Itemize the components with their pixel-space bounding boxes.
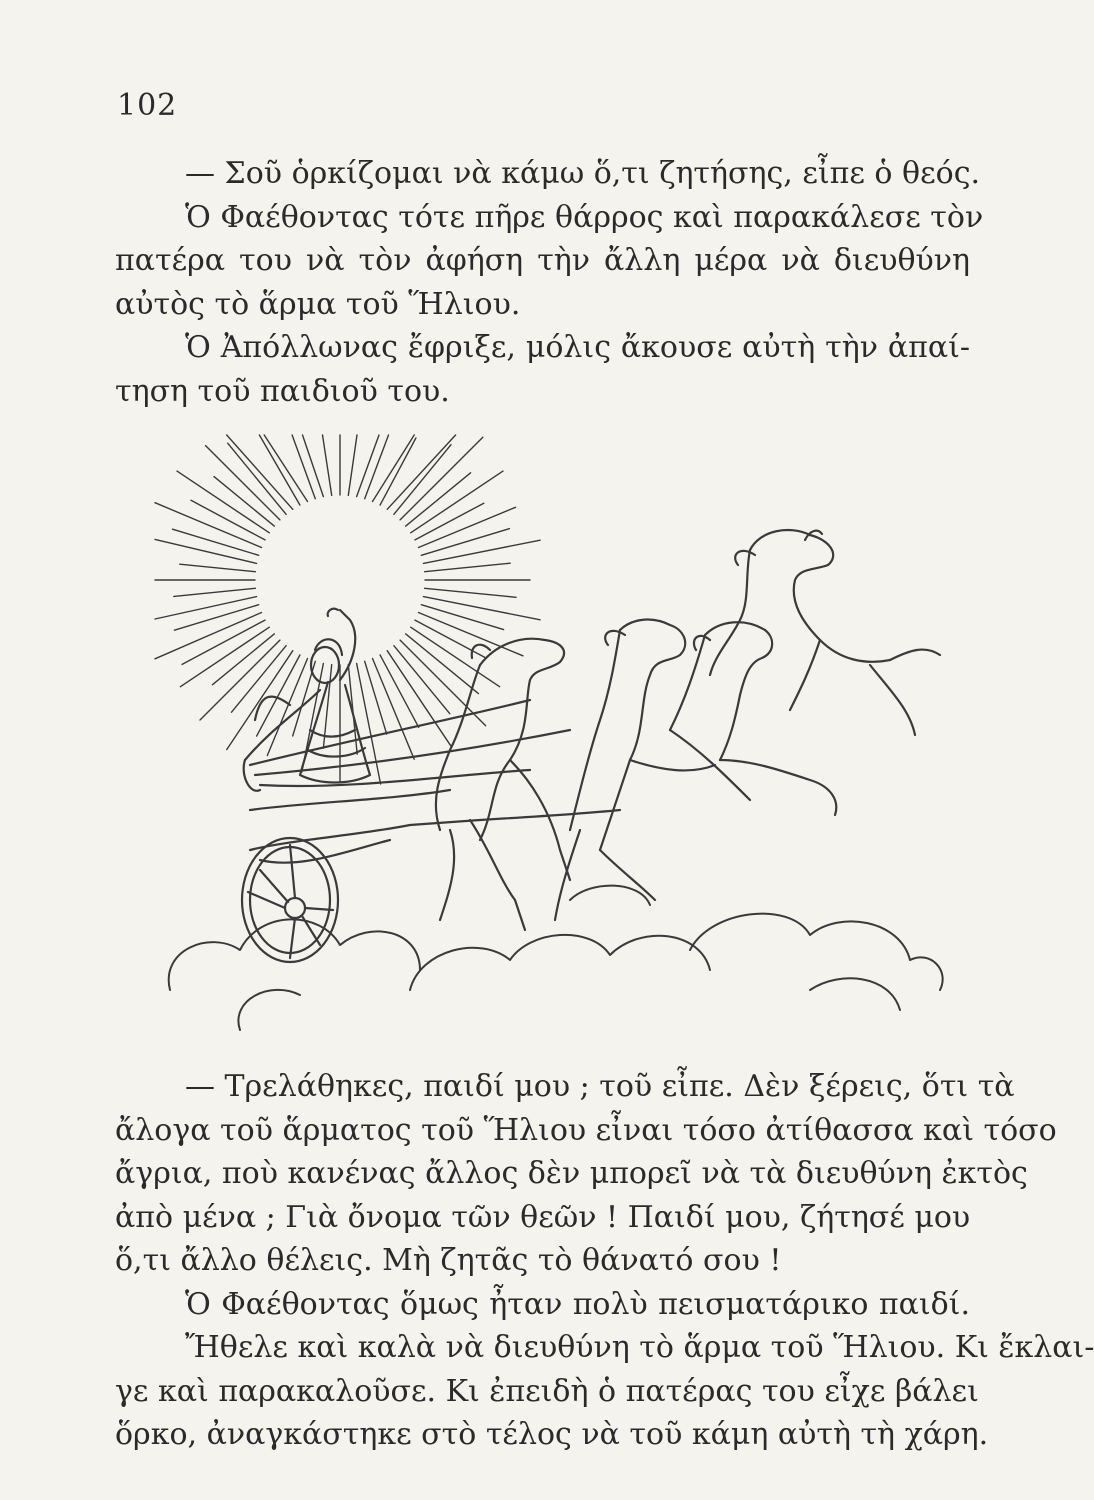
text-line: πατέρα του νὰ τὸν ἀφήση τὴν ἄλλη μέρα νὰ διευθύνη	[115, 243, 970, 278]
sun-ray	[323, 435, 332, 495]
sun-ray	[425, 563, 511, 572]
sun-ray	[421, 605, 503, 630]
sun-ray	[200, 640, 280, 720]
sun-ray	[348, 435, 357, 495]
sun-ray	[406, 634, 479, 694]
text-block-bottom	[115, 1065, 1094, 1457]
sun-ray	[174, 588, 256, 596]
text-line: Ὁ Ἀπόλλωνας ἔφριξε, μόλις ἄκουσε αὐτὴ τὴν ἀπαί-	[185, 330, 970, 365]
sun-ray	[177, 471, 269, 533]
sun-ray	[421, 529, 509, 556]
text-line: ὅ,τι ἄλλο θέλεις. Μὴ ζητᾶς τὸ θάνατό σου !	[115, 1243, 782, 1278]
sun-ray	[423, 597, 540, 620]
chariot-wheel	[242, 838, 338, 962]
sun-ray	[180, 627, 269, 687]
horse-2	[555, 620, 715, 920]
sun-ray	[228, 443, 286, 514]
sun-ray	[155, 539, 257, 563]
sun-chariot-illustration	[150, 430, 960, 1050]
text-line: τηση τοῦ παιδιοῦ του.	[115, 373, 450, 409]
sun-ray	[227, 435, 293, 509]
sun-ray	[411, 471, 503, 533]
sun-ray	[387, 651, 451, 747]
sun-ray	[357, 435, 379, 497]
sun-disc	[260, 500, 420, 660]
sun-ray	[264, 435, 307, 502]
sun-ray	[357, 663, 381, 784]
text-block-top	[115, 152, 984, 413]
page-number: 102	[117, 88, 178, 123]
horse-4	[710, 530, 940, 735]
sun-ray	[173, 529, 259, 555]
text-line: — Σοῦ ὁρκίζομαι νὰ κάμω ὅ,τι ζητήσης, εἶπε ὁ θεός.	[185, 156, 981, 191]
text-line: Ὁ Φαέθοντας ὅμως ἦταν πολὺ πεισματάρικο παιδί.	[185, 1286, 970, 1322]
text-line: ἀπὸ μένα ; Γιὰ ὄνομα τῶν θεῶν ! Παιδί μου, ζήτησέ μου	[115, 1199, 971, 1235]
horse-1	[436, 639, 570, 930]
sun-ray	[155, 597, 257, 619]
text-line: ἄλογα τοῦ ἅρματος τοῦ Ἥλιου εἶναι τόσο ἀτίθασσα καὶ τόσο	[115, 1112, 1057, 1148]
horse-3	[670, 622, 836, 815]
sun-ray	[373, 435, 415, 502]
text-line: ὅρκο, ἀναγκάστηκε στὸ τέλος νὰ τοῦ κάμη αὐτὴ τὴ χάρη.	[115, 1417, 989, 1452]
sun-ray	[365, 435, 389, 499]
sun-ray	[425, 588, 516, 597]
text-line: Ἤθελε καὶ καλὰ νὰ διευθύνη τὸ ἅρμα τοῦ Ἥλιου. Κι ἔκλαι-	[185, 1330, 1094, 1365]
text-line: γε καὶ παρακαλοῦσε. Κι ἐπειδὴ ὁ πατέρας του εἶχε βάλει	[115, 1373, 979, 1409]
sun-ray	[394, 445, 451, 515]
chariot-body	[250, 810, 620, 850]
sun-ray	[180, 564, 256, 572]
text-line: αὐτὸς τὸ ἅρμα τοῦ Ἥλιου.	[115, 286, 521, 322]
sun-ray	[423, 540, 540, 563]
text-line: ἄγρια, ποὺ κανένας ἄλλος δὲν μπορεῖ νὰ τὰ διευθύνη ἐκτὸς	[115, 1156, 1028, 1191]
sun-ray	[303, 435, 324, 497]
text-line: — Τρελάθηκες, παιδί μου ; τοῦ εἶπε. Δὲν ξέρεις, ὅτι τὰ	[185, 1069, 1015, 1104]
text-line: Ὁ Φαέθοντας τότε πῆρε θάρρος καὶ παρακάλεσε τὸν	[185, 199, 984, 235]
sun-ray	[292, 435, 315, 499]
sun-ray	[174, 605, 258, 631]
